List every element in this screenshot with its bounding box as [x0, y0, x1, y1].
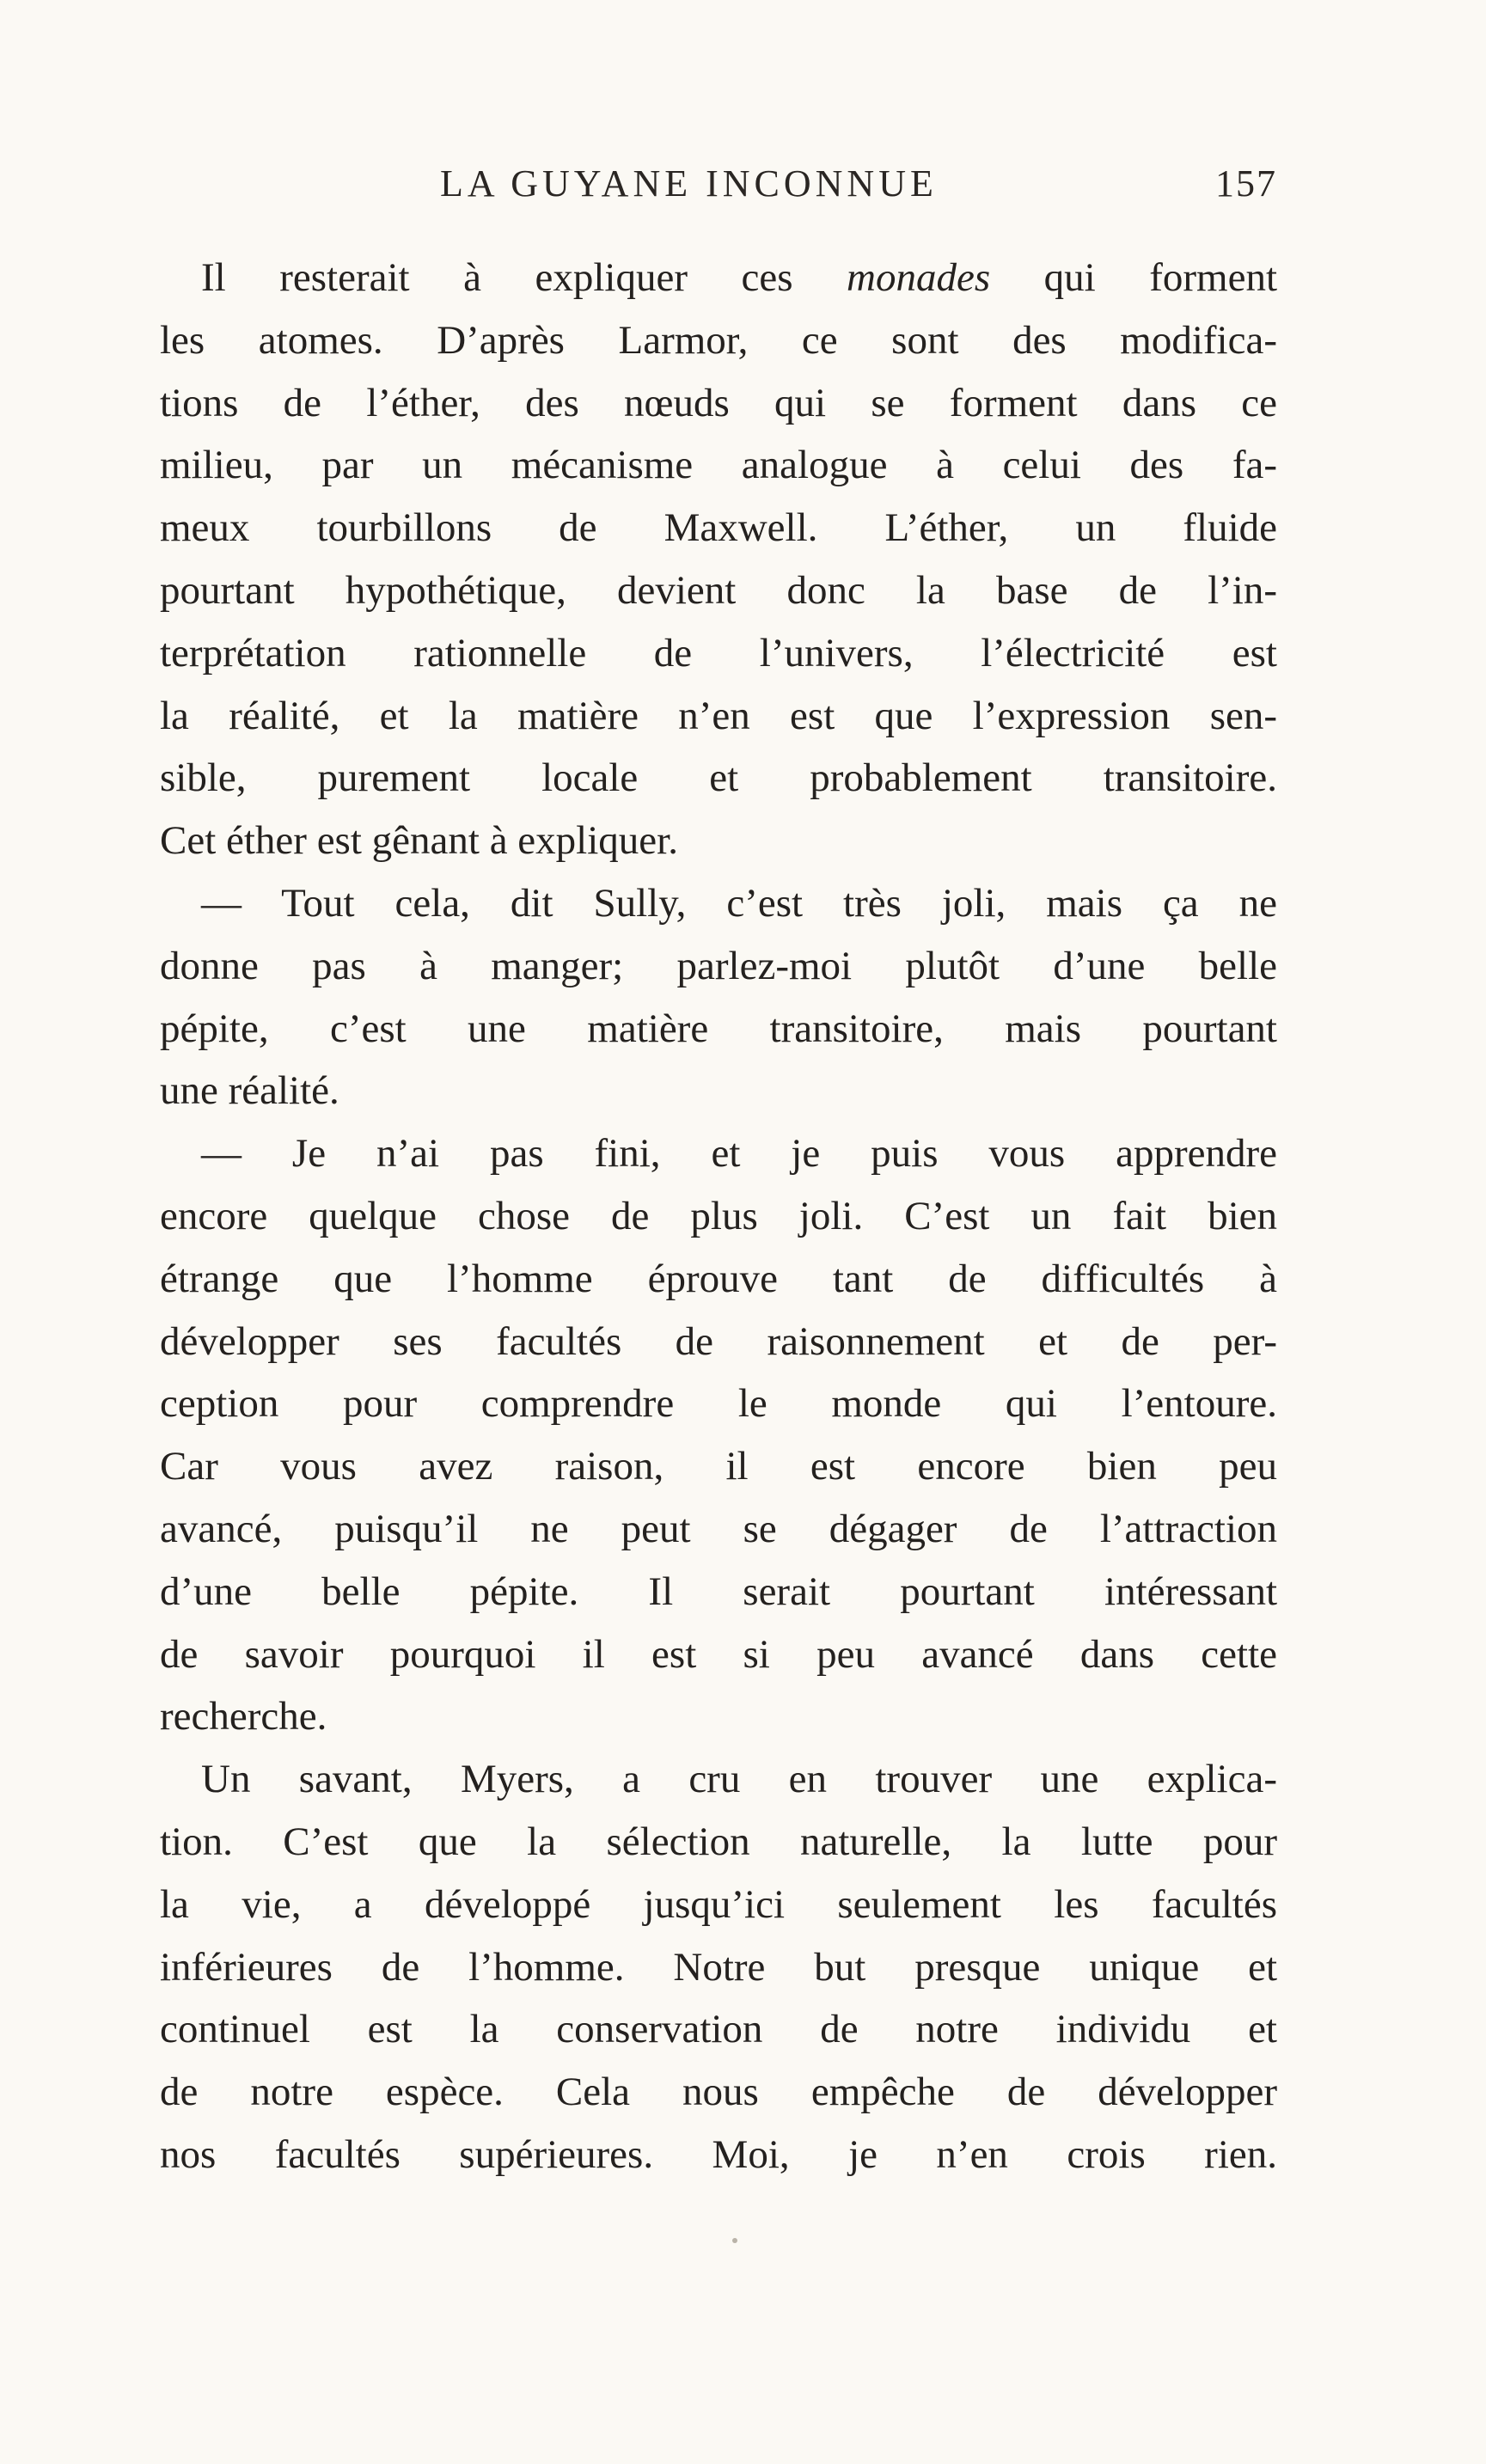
text-line: encore quelque chose de plus joli. C’est un fait bien	[160, 1193, 1277, 1238]
text-line: Cet éther est gênant à expliquer.	[160, 818, 678, 864]
text-line: tions de l’éther, des nœuds qui se forment dans ce	[160, 380, 1277, 425]
text-line: milieu, par un mécanisme analogue à celui des fa-	[160, 443, 1277, 488]
running-head	[160, 162, 1277, 213]
text-line: Il resterait à expliquer ces monades qui forment	[201, 255, 1278, 300]
text-line: nos facultés supérieures. Moi, je n’en crois rien.	[160, 2131, 1277, 2177]
text-line: Car vous avez raison, il est encore bien peu	[160, 1444, 1277, 1489]
page-number: 157	[1215, 162, 1277, 205]
page-mark	[732, 2238, 737, 2243]
text-line: de notre espèce. Cela nous empêche de développer	[160, 2070, 1277, 2115]
text-line: une réalité.	[160, 1068, 339, 1114]
text-line: les atomes. D’après Larmor, ce sont des modifica-	[160, 317, 1277, 363]
text-line: donne pas à manger; parlez-moi plutôt d’une belle	[160, 943, 1277, 988]
body-text	[160, 247, 1277, 2186]
text-line: étrange que l’homme éprouve tant de difficultés à	[160, 1256, 1277, 1301]
text-line: avancé, puisqu’il ne peut se dégager de l’attraction	[160, 1506, 1277, 1551]
text-line: pépite, c’est une matière transitoire, mais pourtant	[160, 1006, 1277, 1051]
text-line: — Je n’ai pas fini, et je puis vous apprendre	[201, 1131, 1277, 1177]
text-line: Un savant, Myers, a cru en trouver une explica-	[201, 1757, 1277, 1802]
text-line: d’une belle pépite. Il serait pourtant intéressant	[160, 1568, 1277, 1614]
text-line: la vie, a développé jusqu’ici seulement les facultés	[160, 1881, 1277, 1927]
text-line: développer ses facultés de raisonnement et de per-	[160, 1318, 1277, 1364]
text-line: continuel est la conservation de notre individu et	[160, 2007, 1277, 2052]
emphasized-word: monades	[847, 255, 991, 300]
text-line: tion. C’est que la sélection naturelle, la lutte pour	[160, 1819, 1277, 1864]
text-line: ception pour comprendre le monde qui l’entoure.	[160, 1381, 1277, 1427]
text-line: inférieures de l’homme. Notre but presque unique et	[160, 1944, 1277, 1990]
text-line: recherche.	[160, 1694, 327, 1739]
text-line: terprétation rationnelle de l’univers, l’électricité est	[160, 630, 1277, 676]
text-line: sible, purement locale et probablement transitoire.	[160, 755, 1277, 801]
text-line: meux tourbillons de Maxwell. L’éther, un fluide	[160, 505, 1277, 551]
text-line: de savoir pourquoi il est si peu avancé dans cette	[160, 1631, 1277, 1677]
running-title: LA GUYANE INCONNUE	[440, 162, 938, 205]
text-line: — Tout cela, dit Sully, c’est très joli, mais ça ne	[201, 880, 1277, 926]
text-line: la réalité, et la matière n’en est que l’expression sen-	[160, 693, 1277, 738]
text-line: pourtant hypothétique, devient donc la base de l’in-	[160, 567, 1277, 613]
